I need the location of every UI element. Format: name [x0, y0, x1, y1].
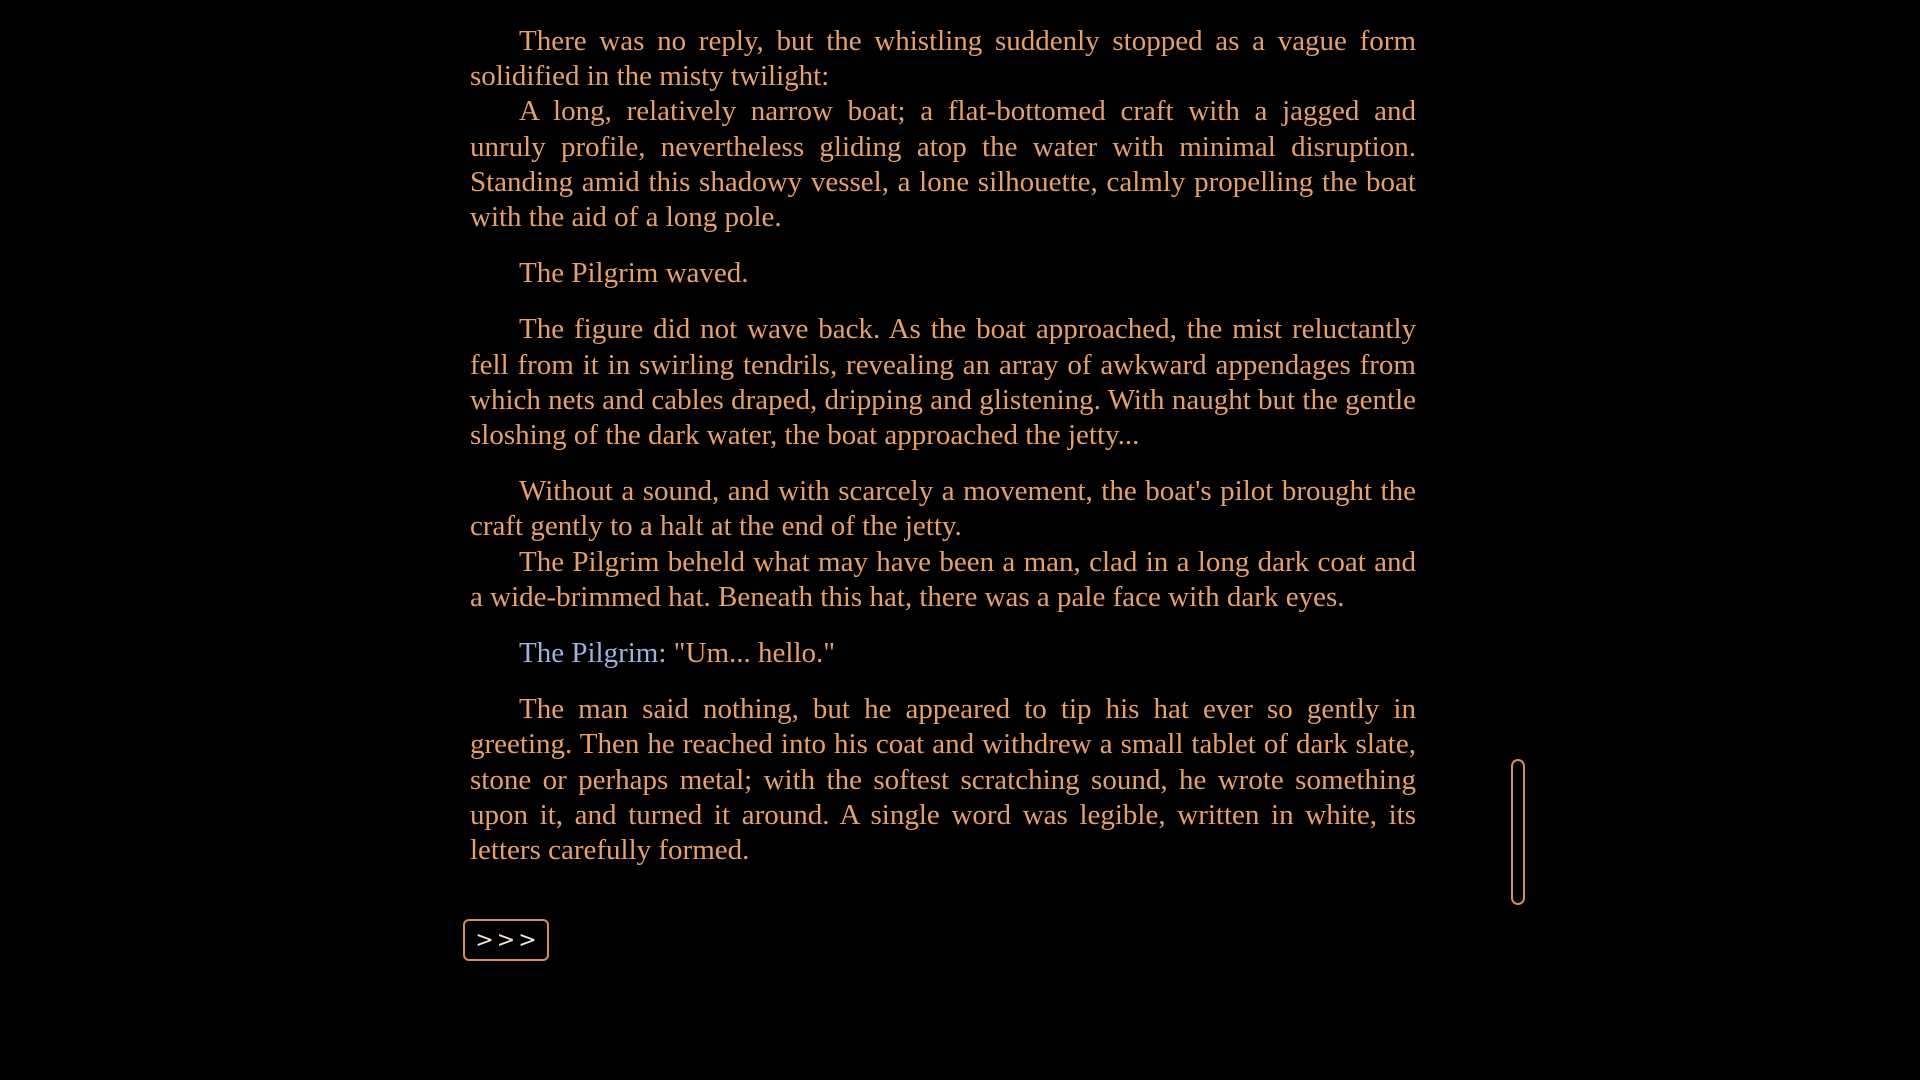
- story-paragraph: The Pilgrim waved.: [519, 257, 749, 290]
- continue-button[interactable]: >>>: [463, 919, 549, 961]
- story-text-panel: [470, 24, 1416, 868]
- story-paragraph: A long, relatively narrow boat; a flat-bottomed craft with a jagged and unruly profile, nevertheless gliding atop the water with minimal disruption. Standing amid this shadowy vessel, a lone silhouette, calmly propelling the boat with the aid of a long pole.: [470, 95, 1416, 234]
- story-paragraph: The man said nothing, but he appeared to tip his hat ever so gently in greeting. Then he reached into his coat and withdrew a small tablet of dark slate, stone or perhaps metal; with the softest scratching sound, he wrote something upon it, and turned it around. A single word was legible, written in white, its letters carefully formed.: [470, 693, 1416, 867]
- story-paragraph: The Pilgrim beheld what may have been a man, clad in a long dark coat and a wide-brimmed hat. Beneath this hat, there was a pale face with dark eyes.: [470, 545, 1416, 613]
- scrollbar[interactable]: [1511, 759, 1525, 905]
- story-paragraph: There was no reply, but the whistling suddenly stopped as a vague form solidified in the misty twilight:: [470, 25, 1416, 93]
- dialogue-line: [470, 636, 1416, 671]
- story-paragraph: The figure did not wave back. As the boat approached, the mist reluctantly fell from it in swirling tendrils, revealing an array of awkward appendages from which nets and cables draped, dripping and glistening. With naught but the gentle sloshing of the dark water, the boat approached the jetty...: [470, 313, 1416, 452]
- dialogue-text: "Um... hello.": [673, 637, 836, 670]
- speaker-name: The Pilgrim:: [519, 637, 667, 670]
- story-paragraph: Without a sound, and with scarcely a movement, the boat's pilot brought the craft gently to a halt at the end of the jetty.: [470, 475, 1416, 543]
